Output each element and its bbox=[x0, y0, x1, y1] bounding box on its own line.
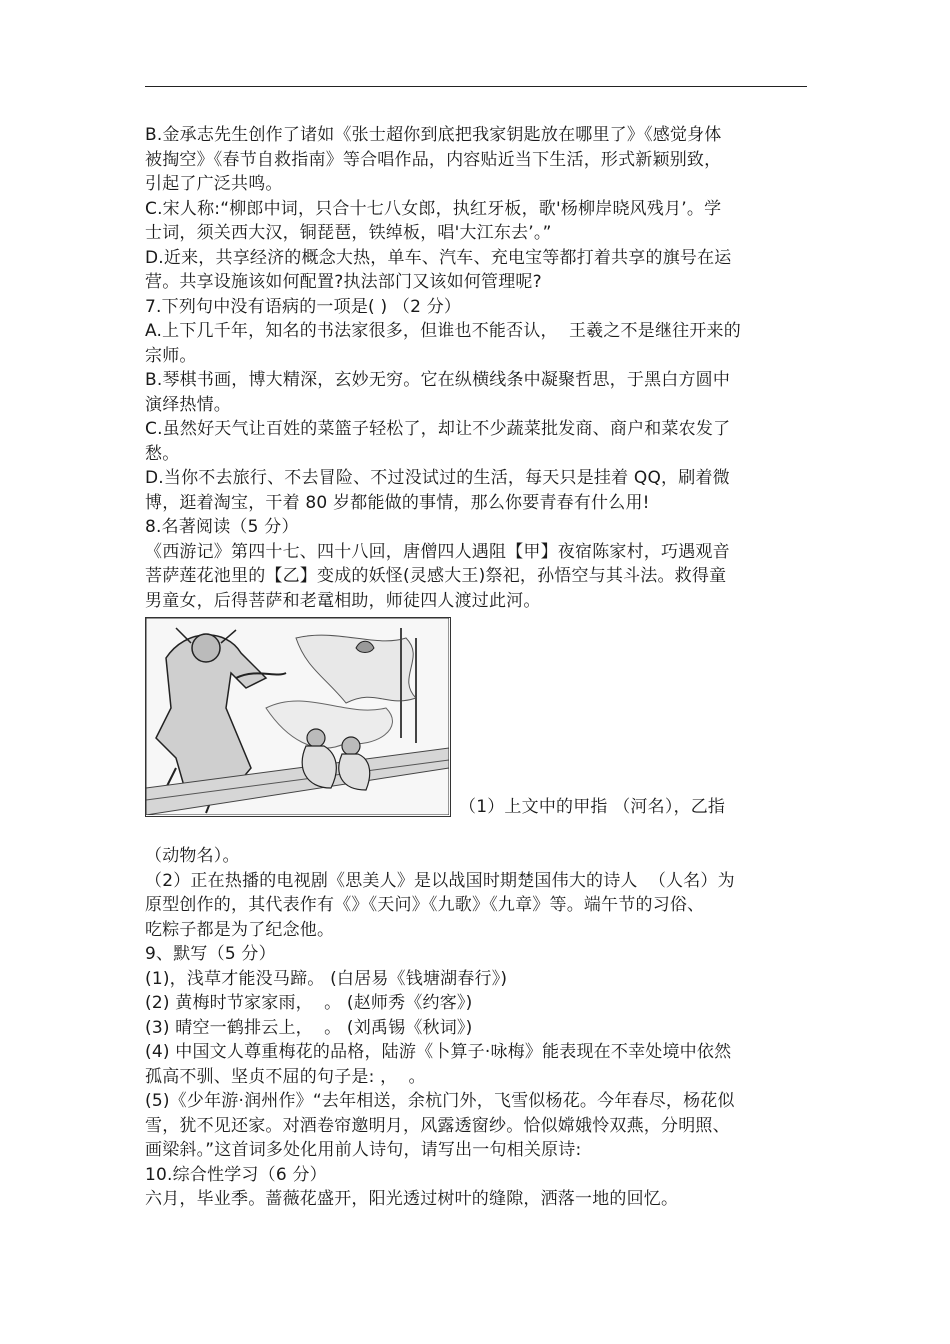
q9-item-1: (1)，浅草才能没马蹄。 (白居易《钱塘湖春行》) bbox=[145, 968, 508, 989]
q7-option-b: B.琴棋书画，博大精深，玄妙无穷。它在纵横线条中凝聚哲思，于黑白方圆中 bbox=[145, 370, 731, 390]
option-c-line: 士词，须关西大汉，铜琵琶，铁绰板，唱'大江东去’。” bbox=[145, 223, 552, 243]
option-d-line: D.近来，共享经济的概念大热，单车、汽车、充电宝等都打着共享的旗号在运 bbox=[145, 247, 732, 268]
q9-item-5: 画梁斜。”这首词多处化用前人诗句，请写出一句相关原诗: bbox=[145, 1140, 582, 1160]
question-8: 8.名著阅读（5 分） bbox=[145, 517, 299, 537]
q9-item-4: 孤高不驯、坚贞不屈的句子是: ， 。 bbox=[145, 1066, 426, 1087]
question-7: 7.下列句中没有语病的一项是( ) （2 分） bbox=[145, 296, 462, 317]
question-9: 9、默写（5 分） bbox=[145, 944, 276, 964]
q7-option-d: 博，逛着淘宝，干着 80 岁都能做的事情，那么你要青春有什么用! bbox=[145, 492, 650, 513]
option-b-line: 引起了广泛共鸣。 bbox=[145, 174, 283, 194]
q7-option-c: C.虽然好天气让百姓的菜篮子轻松了，却让不少蔬菜批发商、商户和菜农发了 bbox=[145, 419, 731, 439]
q9-item-5: 雪，犹不见还家。对酒卷帘邀明月，风露透窗纱。恰似嫦娥怜双燕，分明照、 bbox=[145, 1115, 730, 1136]
header-rule bbox=[145, 86, 807, 87]
illustration-row bbox=[145, 617, 807, 817]
document-body bbox=[145, 123, 807, 1212]
q7-option-b: 演绎热情。 bbox=[145, 394, 231, 415]
q9-item-3: (3) 晴空一鹤排云上， 。 (刘禹锡《秋词》) bbox=[145, 1017, 473, 1038]
q7-option-d: D.当你不去旅行、不去冒险、不过没试过的生活，每天只是挂着 QQ，刷着微 bbox=[145, 468, 730, 488]
option-b-line: 被掏空》《春节自救指南》等合唱作品，内容贴近当下生活，形式新颖别致， bbox=[145, 149, 722, 170]
q9-item-4: (4) 中国文人尊重梅花的品格，陆游《卜算子·咏梅》能表现在不幸处境中依然 bbox=[145, 1042, 732, 1062]
q7-option-a: 宗师。 bbox=[145, 345, 197, 366]
journey-west-illustration bbox=[145, 617, 451, 817]
q7-option-c: 愁。 bbox=[145, 443, 180, 464]
q8-passage: 男童女，后得菩萨和老鼋相助，师徒四人渡过此河。 bbox=[145, 590, 541, 611]
option-d-line: 营。共享设施该如何配置?执法部门又该如何管理呢? bbox=[145, 272, 542, 292]
q8-subquestion-2: 原型创作的，其代表作有《》《天问》《九歌》《九章》等。端午节的习俗、 bbox=[145, 895, 705, 915]
q9-item-2: (2) 黄梅时节家家雨， 。 (赵师秀《约客》) bbox=[145, 993, 473, 1013]
q8-subquestion-2: 吃粽子都是为了纪念他。 bbox=[145, 919, 335, 940]
q8-subquestion-1: （1）上文中的甲指 （河名），乙指 bbox=[459, 797, 726, 817]
question-10: 10.综合性学习（6 分） bbox=[145, 1164, 327, 1185]
q10-passage: 六月，毕业季。蔷薇花盛开，阳光透过树叶的缝隙，洒落一地的回忆。 bbox=[145, 1189, 679, 1209]
q7-option-a: A.上下几千年，知名的书法家很多，但谁也不能否认， 王羲之不是继往开来的 bbox=[145, 321, 741, 341]
option-b-line: B.金承志先生创作了诸如《张士超你到底把我家钥匙放在哪里了》《感觉身体 bbox=[145, 125, 722, 145]
q9-item-5: (5)《少年游·润州作》“去年相送，余杭门外，飞雪似杨花。今年春尽，杨花似 bbox=[145, 1091, 735, 1111]
option-c-line: C.宋人称:“柳郎中词，只合十七八女郎，执红牙板，歌'杨柳岸晓风残月’。学 bbox=[145, 198, 722, 219]
q8-passage: 菩萨莲花池里的【乙】变成的妖怪(灵感大王)祭祀，孙悟空与其斗法。救得童 bbox=[145, 566, 727, 586]
q8-passage: 《西游记》第四十七、四十八回，唐僧四人遇阻【甲】夜宿陈家村，巧遇观音 bbox=[145, 541, 730, 562]
q8-subquestion-1-cont: （动物名）。 bbox=[145, 846, 240, 866]
q8-subquestion-2: （2）正在热播的电视剧《思美人》是以战国时期楚国伟大的诗人 （人名）为 bbox=[145, 870, 735, 891]
